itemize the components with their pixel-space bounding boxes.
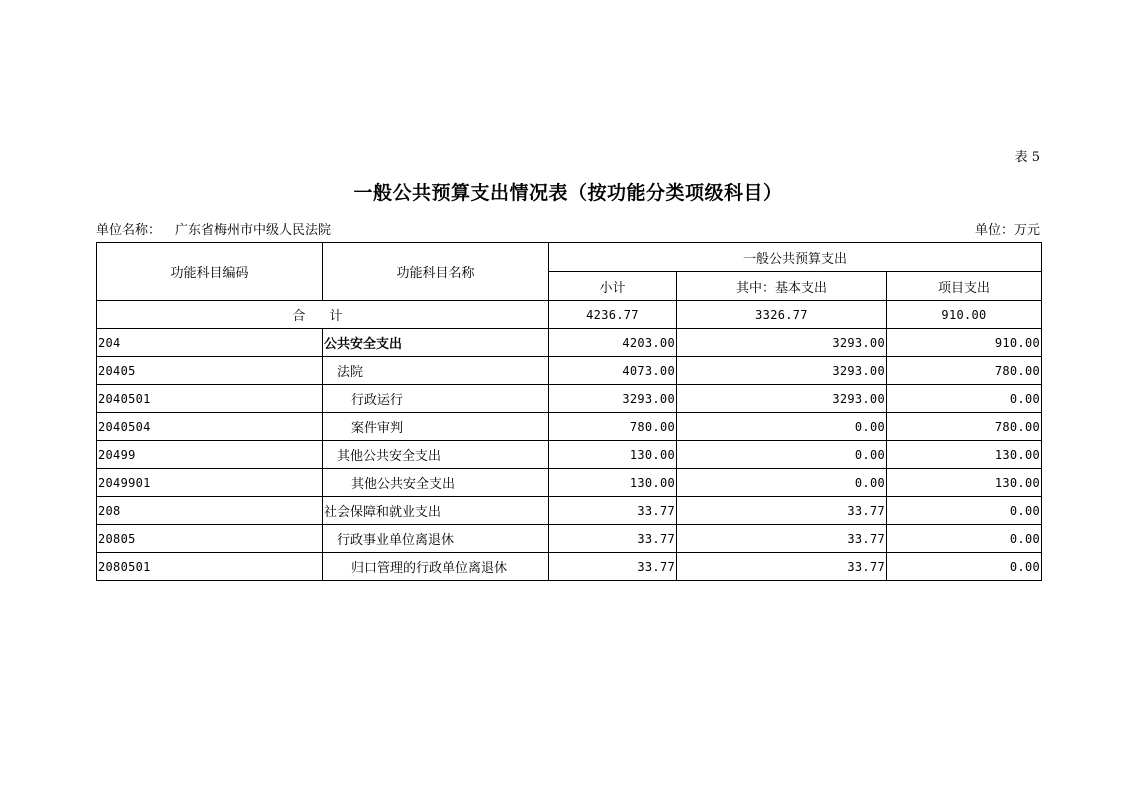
row-code: 20405 bbox=[97, 357, 323, 385]
table-row bbox=[97, 525, 1042, 553]
row-subtotal: 130.00 bbox=[549, 441, 677, 469]
unit-name-value: 广东省梅州市中级人民法院 bbox=[175, 223, 332, 238]
row-basic: 33.77 bbox=[677, 497, 887, 525]
header-row-1 bbox=[97, 243, 1042, 272]
row-code: 20805 bbox=[97, 525, 323, 553]
column-header-code: 功能科目编码 bbox=[97, 243, 323, 301]
budget-table bbox=[96, 242, 1042, 581]
table-row bbox=[97, 413, 1042, 441]
row-basic: 3293.00 bbox=[677, 385, 887, 413]
table-row bbox=[97, 441, 1042, 469]
column-header-project: 项目支出 bbox=[887, 272, 1042, 301]
row-code: 204 bbox=[97, 329, 323, 357]
currency-unit: 单位：万元 bbox=[974, 223, 1040, 238]
column-header-subtotal: 小计 bbox=[549, 272, 677, 301]
total-basic: 3326.77 bbox=[677, 301, 887, 329]
row-code: 2040501 bbox=[97, 385, 323, 413]
column-header-basic: 其中：基本支出 bbox=[677, 272, 887, 301]
row-project: 0.00 bbox=[887, 525, 1042, 553]
row-basic: 0.00 bbox=[677, 441, 887, 469]
table-number: 表 5 bbox=[1014, 150, 1040, 165]
row-subtotal: 4073.00 bbox=[549, 357, 677, 385]
table-row bbox=[97, 357, 1042, 385]
column-header-group: 一般公共预算支出 bbox=[549, 243, 1042, 272]
row-basic: 33.77 bbox=[677, 525, 887, 553]
row-name: 案件审判 bbox=[323, 413, 549, 441]
row-subtotal: 3293.00 bbox=[549, 385, 677, 413]
row-code: 2049901 bbox=[97, 469, 323, 497]
row-project: 0.00 bbox=[887, 385, 1042, 413]
row-project: 0.00 bbox=[887, 553, 1042, 581]
unit-name bbox=[96, 219, 331, 238]
row-basic: 33.77 bbox=[677, 553, 887, 581]
row-name: 其他公共安全支出 bbox=[323, 469, 549, 497]
total-subtotal: 4236.77 bbox=[549, 301, 677, 329]
row-project: 780.00 bbox=[887, 357, 1042, 385]
row-subtotal: 130.00 bbox=[549, 469, 677, 497]
row-basic: 0.00 bbox=[677, 469, 887, 497]
row-name: 行政事业单位离退休 bbox=[323, 525, 549, 553]
row-name: 其他公共安全支出 bbox=[323, 441, 549, 469]
table-row bbox=[97, 329, 1042, 357]
row-subtotal: 4203.00 bbox=[549, 329, 677, 357]
row-project: 130.00 bbox=[887, 469, 1042, 497]
row-code: 2040504 bbox=[97, 413, 323, 441]
row-name: 行政运行 bbox=[323, 385, 549, 413]
column-header-name: 功能科目名称 bbox=[323, 243, 549, 301]
table-row bbox=[97, 469, 1042, 497]
row-subtotal: 33.77 bbox=[549, 497, 677, 525]
row-basic: 0.00 bbox=[677, 413, 887, 441]
row-project: 130.00 bbox=[887, 441, 1042, 469]
row-basic: 3293.00 bbox=[677, 357, 887, 385]
row-code: 20499 bbox=[97, 441, 323, 469]
row-project: 910.00 bbox=[887, 329, 1042, 357]
row-subtotal: 780.00 bbox=[549, 413, 677, 441]
row-project: 780.00 bbox=[887, 413, 1042, 441]
row-code: 208 bbox=[97, 497, 323, 525]
row-code: 2080501 bbox=[97, 553, 323, 581]
total-row bbox=[97, 301, 1042, 329]
total-project: 910.00 bbox=[887, 301, 1042, 329]
table-row bbox=[97, 497, 1042, 525]
total-label: 合 计 bbox=[97, 301, 549, 329]
row-basic: 3293.00 bbox=[677, 329, 887, 357]
unit-name-label: 单位名称： bbox=[96, 223, 162, 238]
row-name: 归口管理的行政单位离退休 bbox=[323, 553, 549, 581]
row-project: 0.00 bbox=[887, 497, 1042, 525]
row-name: 社会保障和就业支出 bbox=[323, 497, 549, 525]
page-title: 一般公共预算支出情况表（按功能分类项级科目） bbox=[353, 182, 783, 204]
row-subtotal: 33.77 bbox=[549, 553, 677, 581]
row-name: 法院 bbox=[323, 357, 549, 385]
table-row bbox=[97, 553, 1042, 581]
table-row bbox=[97, 385, 1042, 413]
row-subtotal: 33.77 bbox=[549, 525, 677, 553]
row-name: 公共安全支出 bbox=[323, 329, 549, 357]
